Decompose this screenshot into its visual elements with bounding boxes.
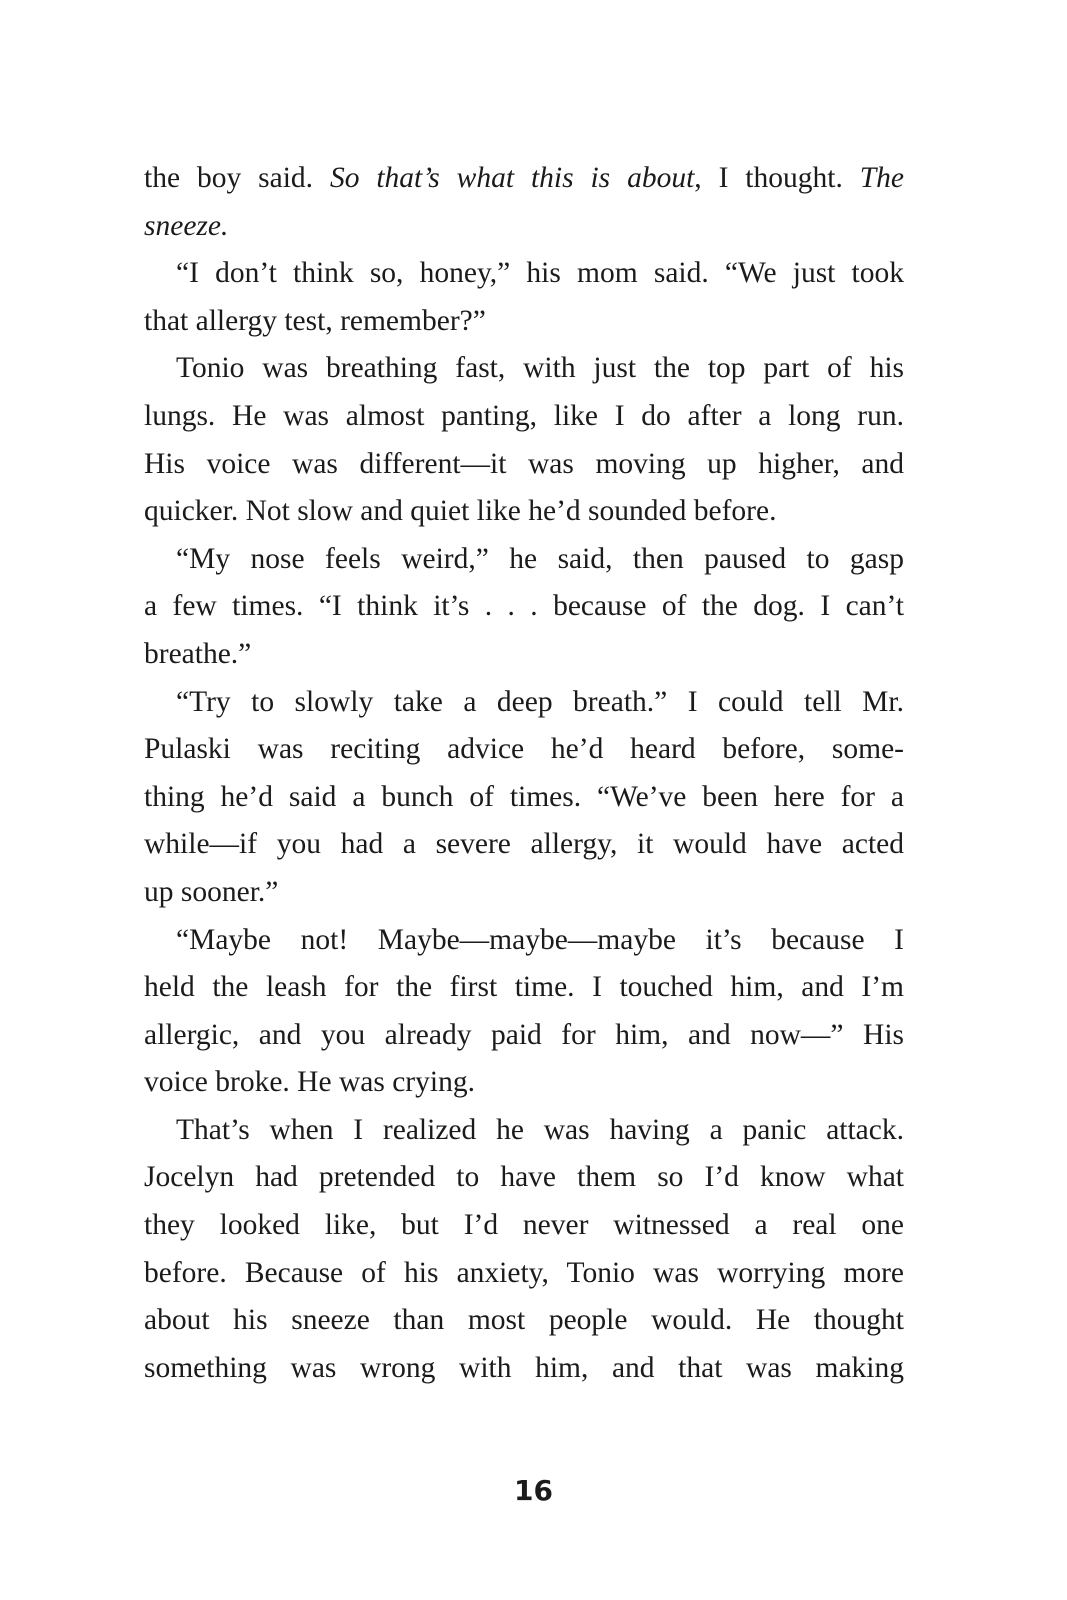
text-line	[144, 726, 904, 774]
text-line	[144, 869, 904, 917]
text-run: Jocelyn had pretended to have them so I’d know what	[144, 1161, 904, 1194]
text-run: before. Because of his anxiety, Tonio was worrying more	[144, 1256, 904, 1289]
text-run: That’s when I realized he was having a panic attack.	[176, 1113, 904, 1146]
text-line	[144, 203, 904, 251]
text-run: thing he’d said a bunch of times. “We’ve been here for a	[144, 780, 904, 813]
text-line	[144, 298, 904, 346]
text-run: a few times. “I think it’s . . . because of the dog. I can’t	[144, 590, 904, 623]
text-line	[144, 774, 904, 822]
text-run: something was wrong with him, and that was making	[144, 1351, 904, 1384]
text-line	[144, 155, 904, 203]
italic-text: sneeze.	[144, 209, 229, 242]
text-line	[144, 1297, 904, 1345]
text-line	[144, 488, 904, 536]
text-run: His voice was different—it was moving up higher, and	[144, 447, 904, 480]
text-run: “Try to slowly take a deep breath.” I could tell Mr.	[176, 685, 904, 718]
text-line	[144, 821, 904, 869]
text-line	[144, 393, 904, 441]
body-text	[144, 155, 904, 1392]
text-line	[144, 1154, 904, 1202]
text-line	[144, 583, 904, 631]
text-run: about his sneeze than most people would. He thought	[144, 1304, 904, 1337]
text-run: while—if you had a severe allergy, it would have acted	[144, 828, 904, 861]
text-line	[144, 964, 904, 1012]
text-line	[144, 1250, 904, 1298]
text-line	[144, 1202, 904, 1250]
text-run: Pulaski was reciting advice he’d heard before, some-	[144, 733, 904, 766]
text-run: held the leash for the first time. I touched him, and I’m	[144, 971, 904, 1004]
page-number: 16	[514, 1474, 553, 1507]
text-run: “My nose feels weird,” he said, then paused to gasp	[176, 542, 904, 575]
text-line	[144, 917, 904, 965]
text-run: breathe.”	[144, 637, 252, 670]
text-run: the boy said.	[144, 162, 330, 194]
text-run: that allergy test, remember?”	[144, 304, 486, 337]
italic-text: The	[859, 162, 904, 194]
text-run: they looked like, but I’d never witnessed a real one	[144, 1209, 904, 1242]
italic-text: So that’s what this is about	[329, 162, 695, 194]
text-line	[144, 679, 904, 727]
text-run: up sooner.”	[144, 875, 279, 908]
text-run: , I thought.	[694, 162, 860, 194]
text-line	[144, 1107, 904, 1155]
text-run: allergic, and you already paid for him, and now—” His	[144, 1018, 904, 1051]
text-run: lungs. He was almost panting, like I do after a long run.	[144, 399, 904, 432]
text-run: voice broke. He was crying.	[144, 1066, 475, 1099]
text-run: quicker. Not slow and quiet like he’d sounded before.	[144, 495, 777, 528]
text-line	[144, 536, 904, 584]
text-line	[144, 1012, 904, 1060]
text-line	[144, 345, 904, 393]
text-run: “I don’t think so, honey,” his mom said. “We just took	[176, 257, 904, 290]
text-line	[144, 631, 904, 679]
text-run: Tonio was breathing fast, with just the top part of his	[176, 352, 904, 385]
text-line	[144, 1345, 904, 1393]
text-line	[144, 1059, 904, 1107]
text-line	[144, 250, 904, 298]
text-run: “Maybe not! Maybe—maybe—maybe it’s because I	[176, 923, 904, 956]
text-line	[144, 441, 904, 489]
